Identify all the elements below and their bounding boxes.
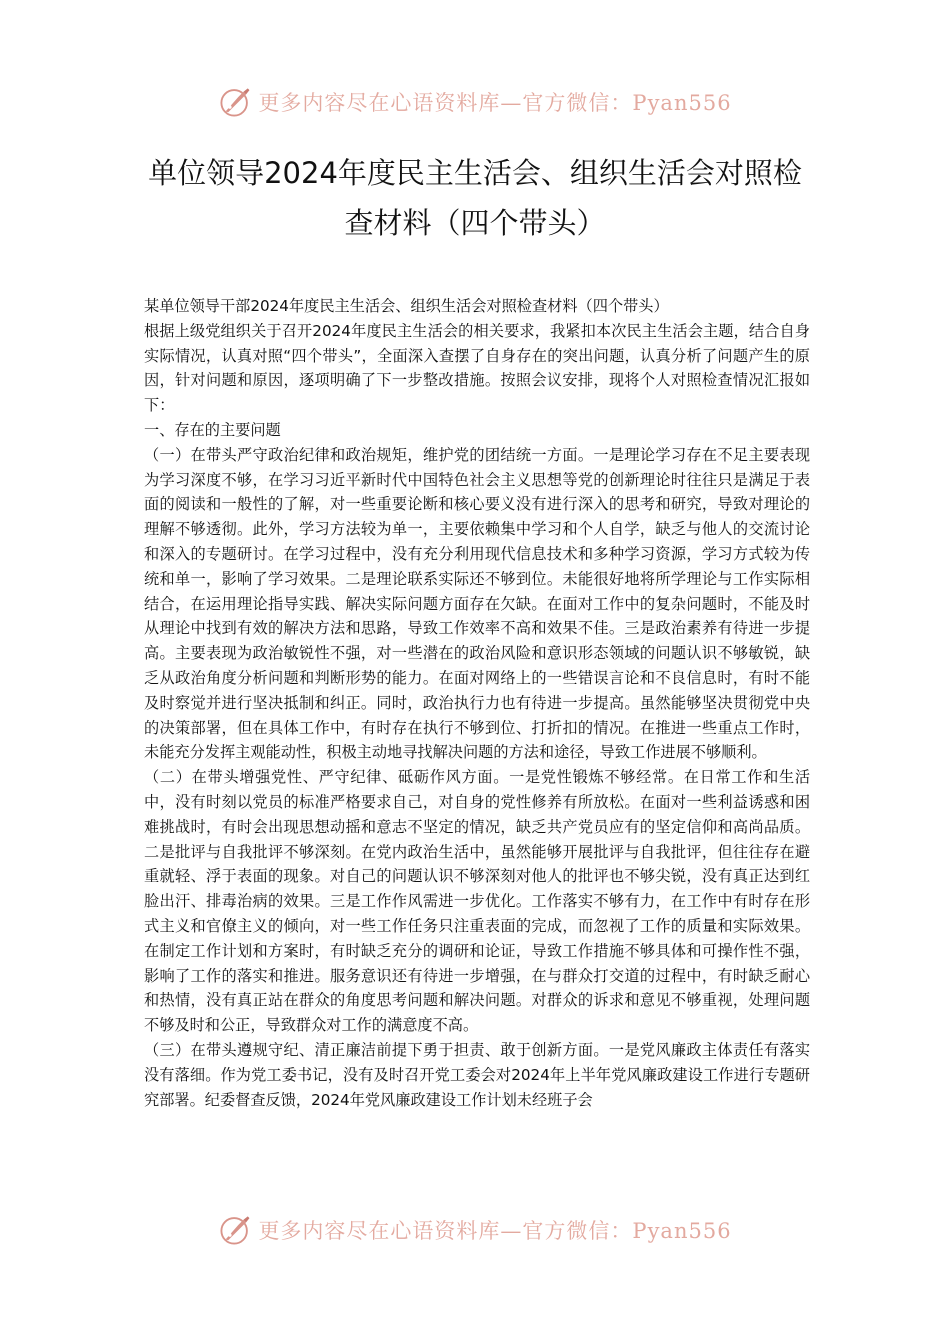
title-line-1: 单位领导2024年度民主生活会、组织生活会对照检 [148, 156, 802, 190]
body-paragraph-2: （二）在带头增强党性、严守纪律、砥砺作风方面。一是党性锻炼不够经常。在日常工作和生活中，没有时刻以党员的标准严格要求自己，对自身的党性修养有所放松。在面对一些利益诱惑和困难挑战时，有时会出现思想动摇和意志不坚定的情况，缺乏共产党员应有的坚定信仰和高尚品质。二是批评与自我批评不够深刻。在党内政治生活中，虽然能够开展批评与自我批评，但往往存在避重就轻、浮于表面的现象。对自己的问题认识不够深刻对他人的批评也不够尖锐，没有真正达到红脸出汗、排毒治病的效果。三是工作作风需进一步优化。工作落实不够有力，在工作中有时存在形式主义和官僚主义的倾向，对一些工作任务只注重表面的完成，而忽视了工作的质量和实际效果。在制定工作计划和方案时，有时缺乏充分的调研和论证，导致工作措施不够具体和可操作性不强，影响了工作的落实和推进。服务意识还有待进一步增强，在与群众打交道的过程中，有时缺乏耐心和热情，没有真正站在群众的角度思考问题和解决问题。对群众的诉求和意见不够重视，处理问题不够及时和公正，导致群众对工作的满意度不高。 [144, 768, 810, 1035]
header-watermark-banner [0, 82, 950, 122]
intro-paragraph: 根据上级党组织关于召开2024年度民主生活会的相关要求，我紧扣本次民主生活会主题，结合自身实际情况，认真对照“四个带头”，全面深入查摆了自身存在的突出问题，认真分析了问题产生的原因，针对问题和原因，逐项明确了下一步整改措施。按照会议安排，现将个人对照检查情况汇报如下： [144, 321, 810, 415]
body-paragraph-3: （三）在带头遵规守纪、清正廉洁前提下勇于担责、敢于创新方面。一是党风廉政主体责任有落实没有落细。作为党工委书记，没有及时召开党工委会对2024年上半年党风廉政建设工作进行专题研究部署。纪委督查反馈，2024年党风廉政建设工作计划未经班子会 [144, 1040, 810, 1109]
pen-nib-icon [218, 85, 252, 119]
body-paragraph-1: （一）在带头严守政治纪律和政治规矩，维护党的团结统一方面。一是理论学习存在不足主要表现为学习深度不够，在学习习近平新时代中国特色社会主义思想等党的创新理论时往往只是满足于表面的阅读和一般性的了解，对一些重要论断和核心要义没有进行深入的思考和研究，导致对理论的理解不够透彻。此外，学习方法较为单一，主要依赖集中学习和个人自学，缺乏与他人的交流讨论和深入的专题研讨。在学习过程中，没有充分利用现代信息技术和多种学习资源，学习方式较为传统和单一，影响了学习效果。二是理论联系实际还不够到位。未能很好地将所学理论与工作实际相结合，在运用理论指导实践、解决实际问题方面存在欠缺。在面对工作中的复杂问题时，不能及时从理论中找到有效的解决方法和思路，导致工作效率不高和效果不佳。三是政治素养有待进一步提高。主要表现为政治敏锐性不强，对一些潜在的政治风险和意识形态领域的问题认识不够敏锐，缺乏从政治角度分析问题和判断形势的能力。在面对网络上的一些错误言论和不良信息时，有时不能及时察觉并进行坚决抵制和纠正。同时，政治执行力也有待进一步提高。虽然能够坚决贯彻党中央的决策部署，但在具体工作中，有时存在执行不够到位、打折扣的情况。在推进一些重点工作时，未能充分发挥主观能动性，积极主动地寻找解决问题的方法和途径，导致工作进展不够顺利。 [144, 445, 810, 762]
document-title [100, 148, 850, 248]
title-line-2: 查材料（四个带头） [344, 206, 606, 240]
watermark-text: 更多内容尽在心语资料库—官方微信：Pyan556 [258, 91, 732, 115]
document-body [144, 294, 810, 1112]
footer-watermark-banner [0, 1210, 950, 1250]
section-heading: 一、存在的主要问题 [144, 420, 281, 439]
watermark-text: 更多内容尽在心语资料库—官方微信：Pyan556 [258, 1219, 732, 1243]
subtitle-paragraph: 某单位领导干部2024年度民主生活会、组织生活会对照检查材料（四个带头） [144, 297, 669, 315]
pen-nib-icon [218, 1213, 252, 1247]
